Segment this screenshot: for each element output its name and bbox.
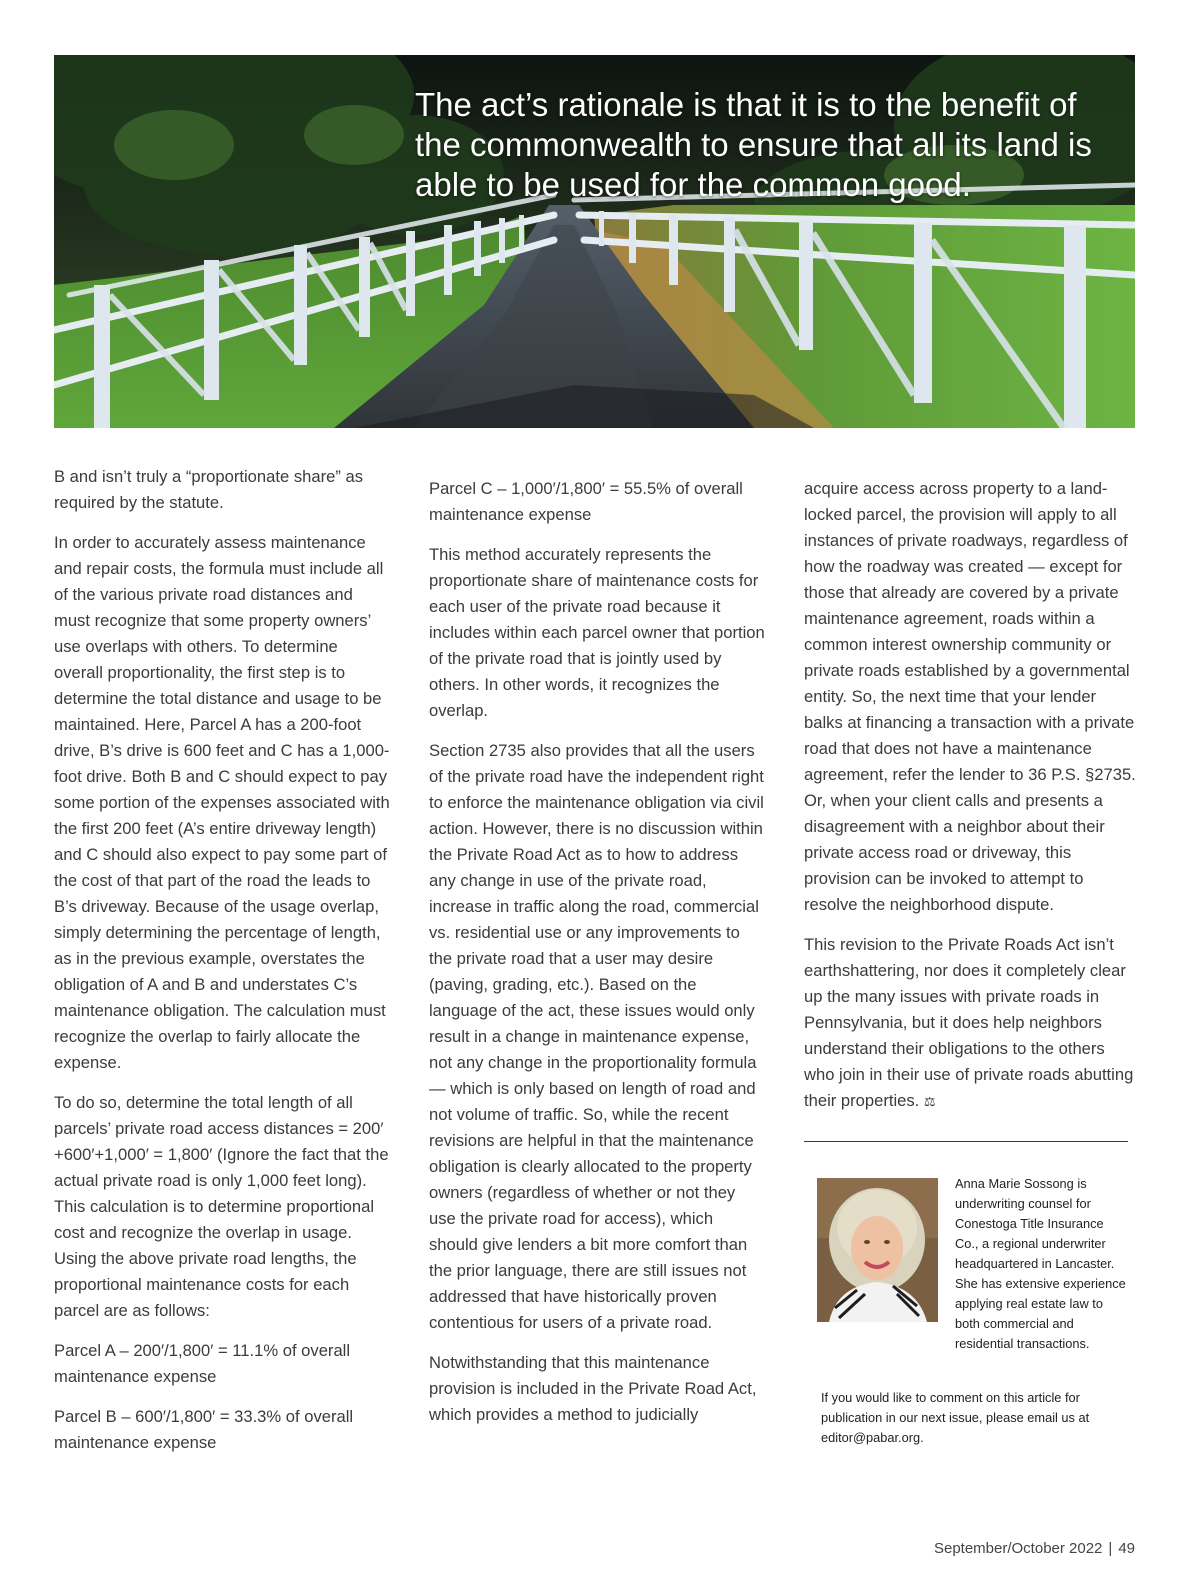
parcel-c-share: Parcel C – 1,000′/1,800′ = 55.5% of overall maintenance expense: [429, 479, 743, 524]
author-portrait-image: [817, 1178, 938, 1322]
footer-separator: |: [1108, 1540, 1113, 1557]
author-bio: Anna Marie Sossong is underwriting counsel for Conestoga Title Insurance Co., a regional underwriter headquartered in Lancaster. She has extensive experience applying real estate law to both commercial and residential transactions.: [955, 1176, 1126, 1351]
pull-quote: The act’s rationale is that it is to the benefit of the commonwealth to ensure that all its land is able to be used for the common good.: [415, 86, 1092, 203]
scales-of-justice-icon: ⚖: [923, 1094, 936, 1109]
paragraph: To do so, determine the total length of all parcels’ private road access distances = 200′+600′+1,000′ = 1,800′ (Ignore the fact that the actual private road is only 1,000 feet long). This calculation is to determine proportional cost and recognize the overlap in usage. Using the above private road lengths, the proportional maintenance costs for each parcel are as follows:: [54, 1093, 389, 1320]
hero-image: [54, 55, 1135, 428]
paragraph: In order to accurately assess maintenance and repair costs, the formula must include all of the various private road distances and must recognize that some property owners’ use overlaps with others. To determine overall proportionality, the first step is to determine the total distance and usage to be maintained. Here, Parcel A has a 200-foot drive, B’s drive is 600 feet and C has a 1,000-foot drive. Both B and C should expect to pay some portion of the expenses associated with the first 200 feet (A’s entire driveway length) and C should also expect to pay some part of the cost of that part of the road the leads to B’s driveway. Because of the usage overlap, simply determining the percentage of length, as in the previous example, overstates the obligation of A and B and understates C’s maintenance obligation. The calculation must recognize the overlap to fairly allocate the expense.: [54, 533, 390, 1072]
comment-invitation: If you would like to comment on this article for publication in our next issue, please email us at editor@pabar.org.: [821, 1390, 1090, 1445]
author-photo: [817, 1178, 938, 1322]
page-number: 49: [1118, 1540, 1135, 1557]
article-column-3: [804, 476, 1136, 1129]
paragraph: This method accurately represents the proportionate share of maintenance costs for each user of the private road because it includes within each parcel owner that portion of the private road that is jointly used by others. In other words, it recognizes the overlap.: [429, 545, 765, 720]
paragraph: [804, 932, 1136, 1115]
paragraph: Notwithstanding that this maintenance provision is included in the Private Road Act, which provides a method to judicially: [429, 1353, 757, 1424]
article-column-1: [54, 464, 390, 1470]
closing-paragraph-text: This revision to the Private Roads Act isn’t earthshattering, nor does it completely clear up the many issues with private roads in Pennsylvania, but it does help neighbors understand their obligations to the others who join in their use of private roads abutting their properties.: [804, 935, 1134, 1110]
issue-date: September/October 2022: [933, 1540, 1103, 1557]
paragraph: B and isn’t truly a “proportionate share” as required by the statute.: [54, 467, 363, 512]
section-divider: [804, 1141, 1128, 1142]
paragraph: Section 2735 also provides that all the users of the private road have the independent right to enforce the maintenance obligation via civil action. However, there is no discussion within the Private Road Act as to how to address any change in use of the private road, increase in traffic along the road, commercial vs. residential use or any improvements to the private road that a user may desire (paving, grading, etc.). Based on the language of the act, these issues would only result in a change in maintenance expense, not any change in the proportionality formula — which is only based on length of road and not volume of traffic. So, while the recent revisions are helpful in that the maintenance obligation is clearly allocated to the property owners (regardless of whether or not they use the private road for access), which should give lenders a bit more comfort than the prior language, there are still issues not addressed that have historically proven contentious for users of a private road.: [429, 741, 764, 1332]
paragraph: acquire access across property to a land-locked parcel, the provision will apply to all instances of private roadways, regardless of how the roadway was created — except for those that already are covered by a private maintenance agreement, roads within a common interest ownership community or private roads established by a governmental entity. So, the next time that your lender balks at financing a transaction with a private road that does not have a maintenance agreement, refer the lender to 36 P.S. §2735. Or, when your client calls and presents a disagreement with a neighbor about their private access road or driveway, this provision can be invoked to attempt to resolve the neighborhood dispute.: [804, 479, 1136, 914]
article-column-2: [429, 476, 765, 1442]
page-footer: [934, 1540, 1135, 1557]
parcel-a-share: Parcel A – 200′/1,800′ = 11.1% of overall maintenance expense: [54, 1341, 351, 1386]
parcel-b-share: Parcel B – 600′/1,800′ = 33.3% of overall maintenance expense: [54, 1407, 354, 1452]
